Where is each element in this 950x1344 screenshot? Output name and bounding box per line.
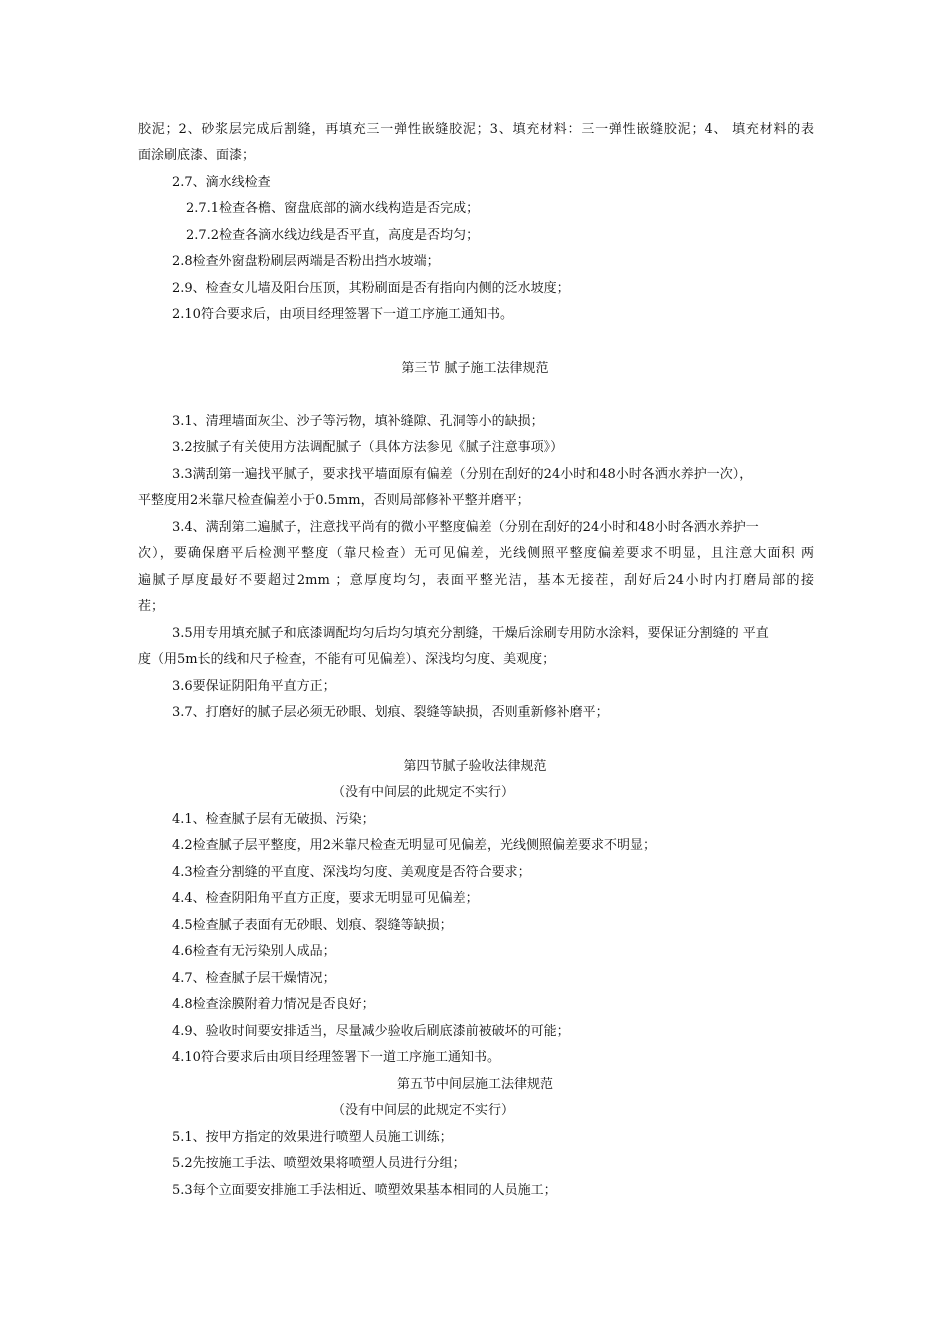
paragraph-line: 面涂刷底漆、面漆； <box>138 148 256 163</box>
list-item: 3.1、清理墙面灰尘、沙子等污物，填补缝隙、孔洞等小的缺损； <box>172 414 544 429</box>
list-item: 2.9、检查女儿墙及阳台压顶，其粉刷面是否有指向内侧的泛水坡度； <box>172 281 570 296</box>
list-item: 3.3满刮第一遍找平腻子，要求找平墙面原有偏差（分别在刮好的24小时和48小时各洒水养护一次）， <box>172 467 753 482</box>
list-item: 2.7、滴水线检查 <box>172 175 271 190</box>
list-item: 3.7、打磨好的腻子层必须无砂眼、划痕、裂缝等缺损，否则重新修补磨平； <box>172 705 609 720</box>
paragraph-line: 茬； <box>138 599 165 614</box>
paragraph-line: 度（用5m长的线和尺子检查，不能有可见偏差）、深浅均匀度、美观度； <box>138 652 556 667</box>
list-item: 3.2按腻子有关使用方法调配腻子（具体方法参见《腻子注意事项》） <box>172 440 564 455</box>
list-item: 5.1、按甲方指定的效果进行喷塑人员施工训练； <box>172 1130 453 1145</box>
list-item: 4.9、验收时间要安排适当，尽量减少验收后刷底漆前被破坏的可能； <box>172 1024 570 1039</box>
section-subheading: （没有中间层的此规定不实行） <box>331 785 514 800</box>
paragraph-line: 次），要确保磨平后检测平整度（靠尺检查）无可见偏差，光线侧照平整度偏差要求不明显，且注意大面积 两 <box>138 546 814 561</box>
list-item: 4.5检查腻子表面有无砂眼、划痕、裂缝等缺损； <box>172 918 453 933</box>
list-item: 3.6要保证阴阳角平直方正； <box>172 679 336 694</box>
section-heading: 第三节 腻子施工法律规范 <box>401 361 549 376</box>
list-item: 4.3检查分割缝的平直度、深浅均匀度、美观度是否符合要求； <box>172 865 531 880</box>
paragraph-line: 胶泥；2、砂浆层完成后割缝，再填充三一弹性嵌缝胶泥；3、填充材料：三一弹性嵌缝胶泥；4、 填充材料的表 <box>138 122 814 137</box>
list-item: 3.4、满刮第二遍腻子，注意找平尚有的微小平整度偏差（分别在刮好的24小时和48小时各洒水养护一 <box>172 520 759 535</box>
list-item: 2.7.2检查各滴水线边线是否平直，高度是否均匀； <box>186 228 480 243</box>
list-item: 4.10符合要求后由项目经理签署下一道工序施工通知书。 <box>172 1050 500 1065</box>
section-heading: 第五节中间层施工法律规范 <box>396 1077 553 1092</box>
list-item: 4.1、检查腻子层有无破损、污染； <box>172 812 375 827</box>
list-item: 4.8检查涂膜附着力情况是否良好； <box>172 997 375 1012</box>
list-item: 2.7.1检查各檐、窗盘底部的滴水线构造是否完成； <box>186 201 480 216</box>
list-item: 5.3每个立面要安排施工手法相近、喷塑效果基本相同的人员施工； <box>172 1183 557 1198</box>
section-subheading: （没有中间层的此规定不实行） <box>331 1103 514 1118</box>
paragraph-line: 遍腻子厚度最好不要超过2mm ；意厚度均匀，表面平整光洁，基本无接茬，刮好后24小时内打磨局部的接 <box>138 573 814 588</box>
list-item: 4.4、检查阴阳角平直方正度，要求无明显可见偏差； <box>172 891 479 906</box>
list-item: 4.6检查有无污染别人成品； <box>172 944 336 959</box>
list-item: 2.10符合要求后，由项目经理签署下一道工序施工通知书。 <box>172 307 513 322</box>
list-item: 2.8检查外窗盘粉刷层两端是否粉出挡水坡端； <box>172 254 440 269</box>
section-heading: 第四节腻子验收法律规范 <box>403 759 547 774</box>
list-item: 4.2检查腻子层平整度，用2米靠尺检查无明显可见偏差，光线侧照偏差要求不明显； <box>172 838 656 853</box>
list-item: 3.5用专用填充腻子和底漆调配均匀后均匀填充分割缝，干燥后涂刷专用防水涂料，要保证分割缝的 平直 <box>172 626 769 641</box>
list-item: 4.7、检查腻子层干燥情况； <box>172 971 336 986</box>
paragraph-line: 平整度用2米靠尺检查偏差小于0.5mm，否则局部修补平整并磨平； <box>138 493 530 508</box>
list-item: 5.2先按施工手法、喷塑效果将喷塑人员进行分组； <box>172 1156 466 1171</box>
